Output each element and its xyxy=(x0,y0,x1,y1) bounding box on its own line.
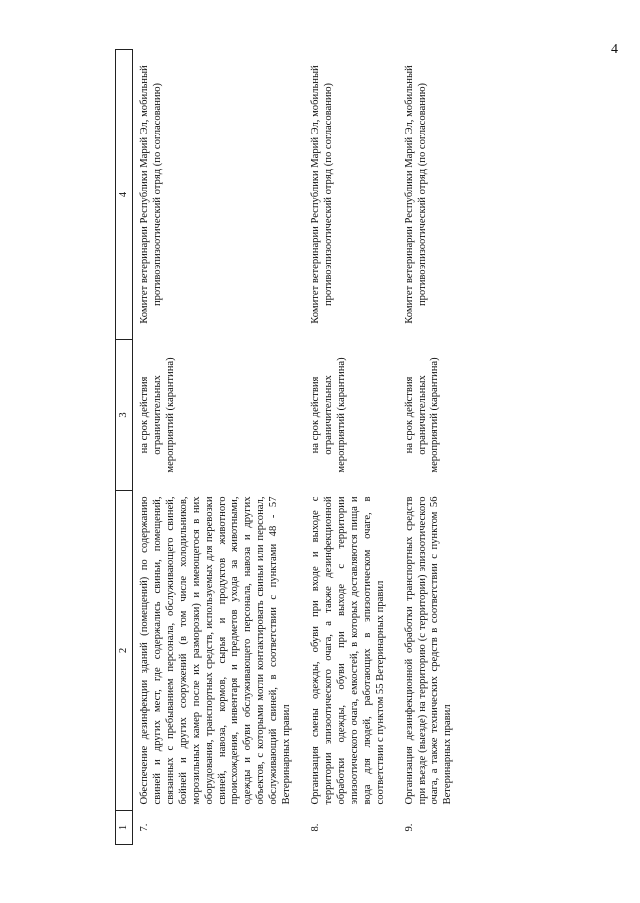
table-row xyxy=(304,50,398,845)
header-cell-1: 1 xyxy=(116,811,133,845)
table-header-row xyxy=(116,50,133,845)
measure-description: Организация дезинфекционной обработки транспортных средств при въезде (выезде) на территорию (с территории) эпизоотического очага, а также технических средств в соответствии с пунктом 56 Ветеринарных правил xyxy=(403,496,454,805)
table-row xyxy=(133,50,305,845)
measure-description: Организация смены одежды, обуви при входе и выходе с территории эпизоотического очага, а также дезинфекционной обработки одежды, обуви при выходе с территории эпизоотического очага, емкостей, в которых доставляются пища и вода для людей, работающих в эпизоотическом очаге, в соответствии с пунктом 55 Ветеринарных правил xyxy=(310,496,386,805)
header-cell-4: 4 xyxy=(116,50,133,340)
header-cell-3: 3 xyxy=(116,340,133,491)
measure-executor: Комитет ветеринарии Республики Марий Эл, мобильный противоэпизоотический отряд (по согласованию) xyxy=(139,65,163,324)
rotated-table-container xyxy=(115,50,525,845)
measures-table xyxy=(115,49,465,845)
row-number: 8. xyxy=(310,823,322,832)
table-row xyxy=(398,50,466,845)
measure-term: на срок действия ограничительных мероприятий (карантина) xyxy=(310,357,347,473)
header-cell-2: 2 xyxy=(116,491,133,811)
measure-term: на срок действия ограничительных мероприятий (карантина) xyxy=(403,357,441,473)
measure-term: на срок действия ограничительных мероприятий (карантина) xyxy=(139,357,176,473)
measure-description: Обеспечение дезинфекции зданий (помещений) по содержанию свиней и других мест, где содержались свиньи, помещений, связанных с пребыванием персонала, обслуживающего свиней, бойней и других сооружений (в том числе холодильников, морозильных камер после их разморозки) и имеющегося в них оборудования, транспортных средств, используемых для перевозки свиней, навоза, кормов, сырья и продуктов животного происхождения, инвентаря и предметов ухода за животными, одежды и обуви обслуживающего персонала, навоза и других объектов, с которыми могли контактировать свиньи или персонал, обслуживающий свиней, в соответствии с пунктами 48 - 57 Ветеринарных правил xyxy=(139,496,293,805)
measure-executor: Комитет ветеринарии Республики Марий Эл, мобильный противоэпизоотический отряд (по согласованию) xyxy=(403,65,428,324)
measure-executor: Комитет ветеринарии Республики Марий Эл, мобильный противоэпизоотический отряд (по согласованию) xyxy=(310,65,334,324)
row-number: 7. xyxy=(139,823,150,832)
page-number: 4 xyxy=(611,42,618,57)
row-number: 9. xyxy=(403,823,415,832)
